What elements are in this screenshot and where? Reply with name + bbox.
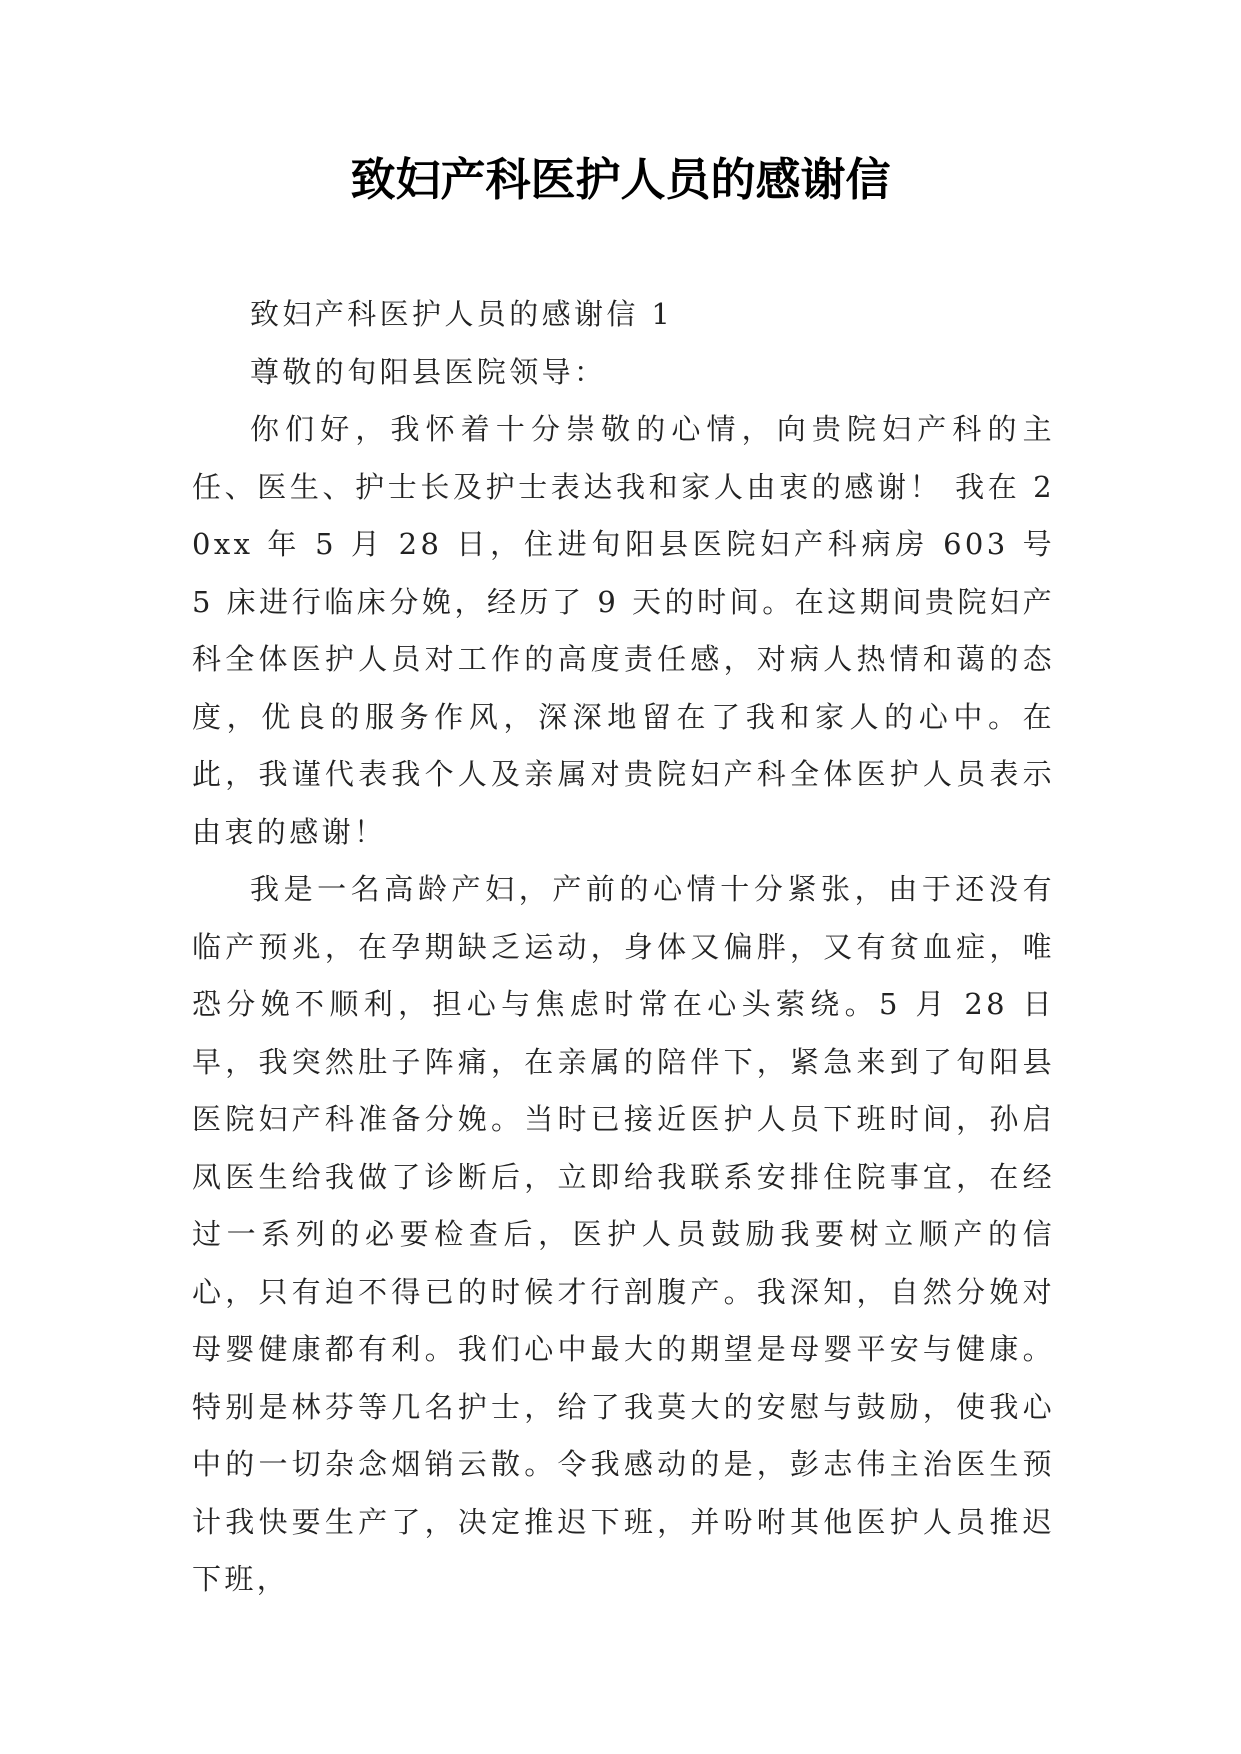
- salutation: 尊敬的旬阳县医院领导：: [250, 354, 607, 389]
- paragraph: 我是一名高龄产妇，产前的心情十分紧张，由于还没有临产预兆，在孕期缺乏运动，身体又偏胖，又有贫血症，唯恐分娩不顺利，担心与焦虑时常在心头萦绕。5 月 28 日早，我突然肚子阵痛，在亲属的陪伴下，紧急来到了旬阳县医院妇产科准备分娩。当时已接近医护人员下班时间，孙启凤医生给我做了诊断后，立即给我联系安排住院事宜，在经过一系列的必要检查后，医护人员鼓励我要树立顺产的信心，只有迫不得已的时候才行剖腹产。我深知，自然分娩对母婴健康都有利。我们心中最大的期望是母婴平安与健康。特别是林芬等几名护士，给了我莫大的安慰与鼓励，使我心中的一切杂念烟销云散。令我感动的是，彭志伟主治医生预计我快要生产了，决定推迟下班，并吩咐其他医护人员推迟下班，: [192, 872, 1055, 1596]
- document-body: [192, 286, 1055, 1609]
- paragraph: 你们好，我怀着十分崇敬的心情，向贵院妇产科的主任、医生、护士长及护士表达我和家人由衷的感谢！ 我在 20xx 年 5 月 28 日，住进旬阳县医院妇产科病房 603 号 5 床进行临床分娩，经历了 9 天的时间。在这期间贵院妇产科全体医护人员对工作的高度责任感，对病人热情和蔼的态度，优良的服务作风，深深地留在了我和家人的心中。在此，我谨代表我个人及亲属对贵院妇产科全体医护人员表示由衷的感谢！: [192, 412, 1055, 849]
- document-subtitle: 致妇产科医护人员的感谢信 1: [250, 297, 674, 331]
- document-title: 致妇产科医护人员的感谢信: [350, 153, 891, 206]
